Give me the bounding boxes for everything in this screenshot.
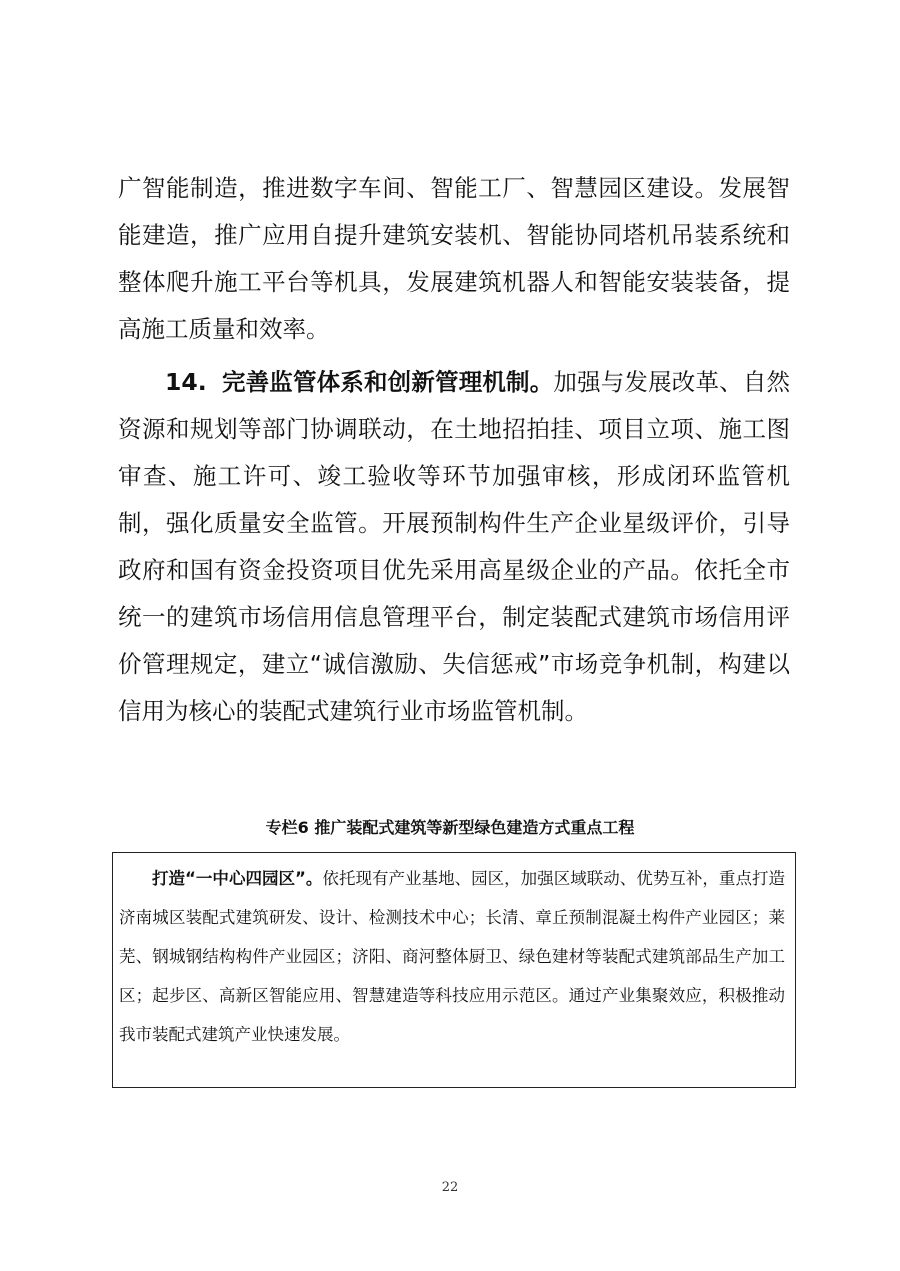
section-body: 加强与发展改革、自然资源和规划等部门协调联动，在土地招拍挂、项目立项、施工图审查、施工许可、竣工验收等环节加强审核，形成闭环监管机制，强化质量安全监管。开展预制构件生产企业星级评价，引导政府和国有资金投资项目优先采用高星级企业的产品。依托全市统一的建筑市场信用信息管理平台，制定装配式建筑市场信用评价管理规定，建立“诚信激励、失信惩戒”市场竞争机制，构建以信用为核心的装配式建筑行业市场监管机制。 <box>118 368 790 725</box>
sidebar-box <box>112 852 796 1088</box>
paragraph-continuation: 广智能制造，推进数字车间、智能工厂、智慧园区建设。发展智能建造，推广应用自提升建筑安装机、智能协同塔机吊装系统和整体爬升施工平台等机具，发展建筑机器人和智能安装装备，提高施工质量和效率。 <box>118 174 790 343</box>
sidebar-lead: 打造“一中心四园区”。 <box>152 869 323 888</box>
page-number: 22 <box>441 1180 459 1195</box>
section-number: 14. <box>165 368 207 396</box>
section-14-paragraph <box>118 359 790 735</box>
sidebar-text <box>119 859 785 1054</box>
section-heading: 完善监管体系和创新管理机制。 <box>221 368 554 396</box>
sidebar-title: 专栏6 推广装配式建筑等新型绿色建造方式重点工程 <box>265 818 635 837</box>
sidebar-body: 依托现有产业基地、园区，加强区域联动、优势互补，重点打造济南城区装配式建筑研发、设计、检测技术中心；长清、章丘预制混凝土构件产业园区；莱芜、钢城钢结构构件产业园区；济阳、商河整体厨卫、绿色建材等装配式建筑部品生产加工区；起步区、高新区智能应用、智慧建造等科技应用示范区。通过产业集聚效应，积极推动我市装配式建筑产业快速发展。 <box>119 869 785 1044</box>
